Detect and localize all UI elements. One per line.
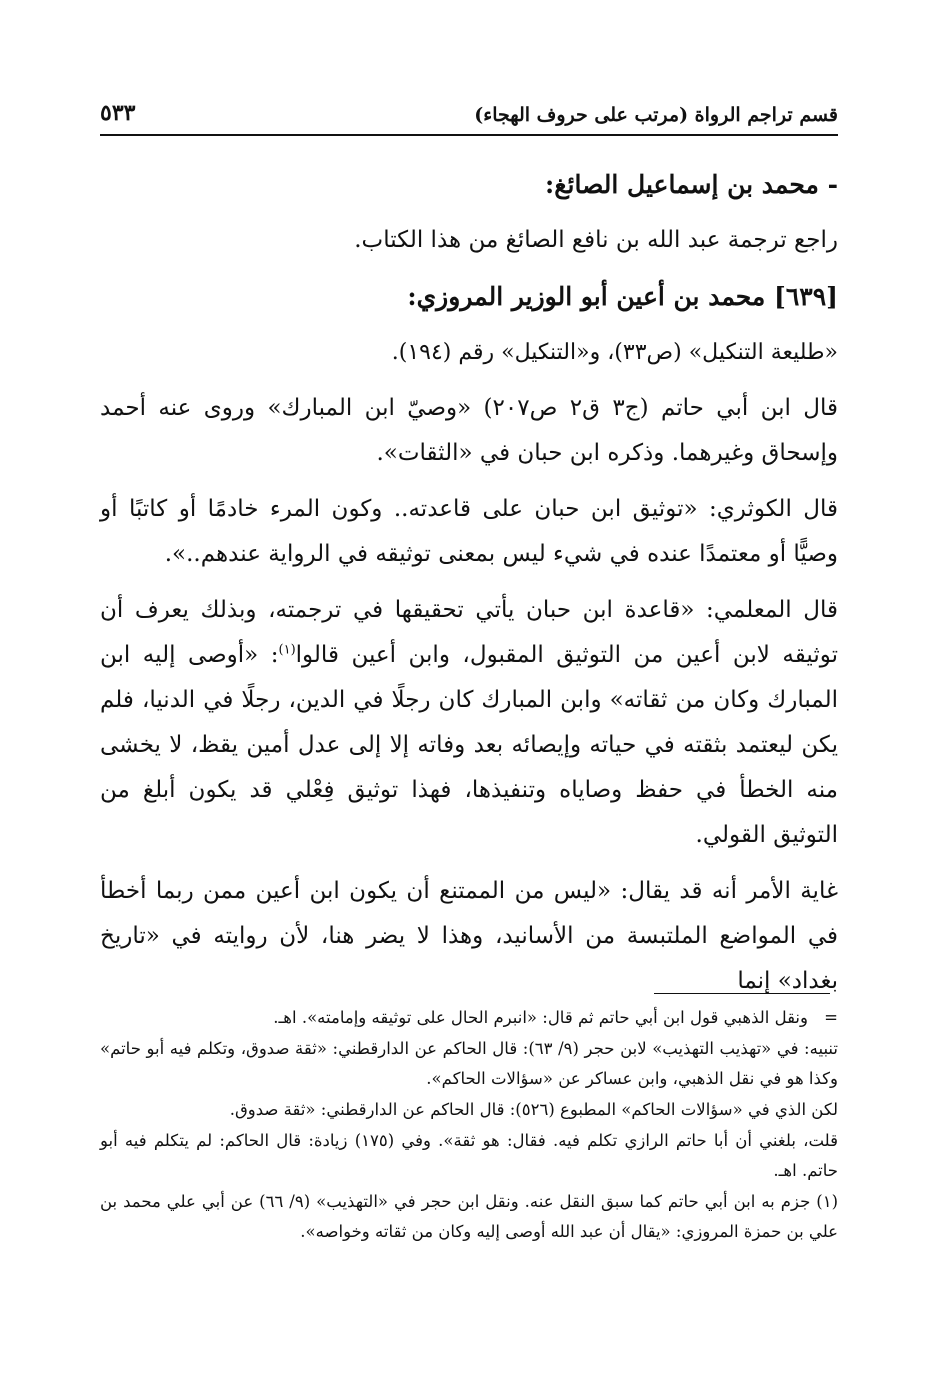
source-references: «طليعة التنكيل» (ص٣٣)، و«التنكيل» رقم (١٩٤). — [391, 340, 838, 365]
footnote-continuation — [100, 1003, 838, 1033]
muallimi-text-start: قال المعلمي: «قاعدة ابن حبان يأتي تحقيقها في ترجمته، وبذلك يعرف أن توثيقه لابن أعين من التوثيق المقبول، وابن أعين قالوا — [100, 597, 839, 668]
footnote-note-tanbih: تنبيه: في «تهذيب التهذيب» لابن حجر (٩/ ٦٣): قال الحاكم عن الدارقطني: «ثقة صدوق، وتكلم فيه أبو حاتم» وكذا هو في نقل الذهبي، وابن عساكر عن «سؤالات الحاكم». — [100, 1039, 838, 1088]
footnote-qultu: قلت، بلغني أن أبا حاتم الرازي تكلم فيه. فقال: هو ثقة». وفي (١٧٥) زيادة: قال الحاكم: لم يتكلم فيه أبو حاتم. اهـ. — [100, 1131, 838, 1180]
footnote-dhahabi: ونقل الذهبي قول ابن أبي حاتم ثم قال: «انبرم الحال على توثيقه وإمامته». اهـ. — [273, 1008, 808, 1027]
footnotes — [100, 1003, 838, 1248]
paragraph-conclusion: غاية الأمر أنه قد يقال: «ليس من الممتنع أن يكون ابن أعين ممن ربما أخطأ في المواضع الملتبسة من الأسانيد، وهذا لا يضر هنا، لأن روايته في «تاريخ بغداد» إنما — [100, 878, 838, 994]
paragraph-muallimi — [100, 588, 838, 858]
running-title: قسم تراجم الرواة (مرتب على حروف الهجاء) — [474, 104, 838, 126]
footnote-suaalat: لكن الذي في «سؤالات الحاكم» المطبوع (٥٢٦): قال الحاكم عن الدارقطني: «ثقة صدوق. — [229, 1100, 838, 1119]
entry-heading-ismail: - محمد بن إسماعيل الصائغ: — [545, 170, 838, 199]
paragraph-kawthari: قال الكوثري: «توثيق ابن حبان على قاعدته.. وكون المرء خادمًا أو كاتبًا أو وصيًّا أو معتمدًا عنده في شيء ليس بمعنى توثيقه في الرواية عندهم..». — [100, 496, 838, 567]
footnote-separator — [654, 993, 830, 994]
entry-heading-639: [٦٣٩] محمد بن أعين أبو الوزير المروزي: — [407, 282, 838, 311]
footnote-reference-1[interactable]: (١) — [278, 642, 296, 658]
paragraph-ibn-abi-hatim: قال ابن أبي حاتم (ج٣ ق٢ ص٢٠٧) «وصيّ ابن المبارك» وروى عنه أحمد وإسحاق وغيرهما. وذكره ابن حبان في «الثقات». — [100, 395, 839, 466]
continuation-marker: = — [824, 1008, 838, 1027]
main-text — [100, 162, 838, 1015]
footnote-1: (١) جزم به ابن أبي حاتم كما سبق النقل عنه. ونقل ابن حجر في «التهذيب» (٩/ ٦٦) عن أبي علي محمد بن علي بن حمزة المروزي: «يقال أن عبد الله أوصى إليه وكان من ثقاته وخواصه». — [100, 1192, 838, 1241]
page-number: ٥٣٣ — [100, 100, 136, 126]
cross-reference-paragraph: راجع ترجمة عبد الله بن نافع الصائغ من هذا الكتاب. — [354, 227, 838, 253]
running-header — [100, 86, 838, 136]
muallimi-text-end: : «أوصى إليه ابن المبارك وكان من ثقاته» وابن المبارك كان رجلًا في الدين، رجلًا في الدنيا، فلم يكن ليعتمد بثقته في حياته وإيصائه بعد وفاته إلا إلى عدل أمين يقظ، لا يخشى منه الخطأ في حفظ وصاياه وتنفيذها، فهذا توثيق فِعْلي قد يكون أبلغ من التوثيق القولي. — [100, 642, 838, 848]
